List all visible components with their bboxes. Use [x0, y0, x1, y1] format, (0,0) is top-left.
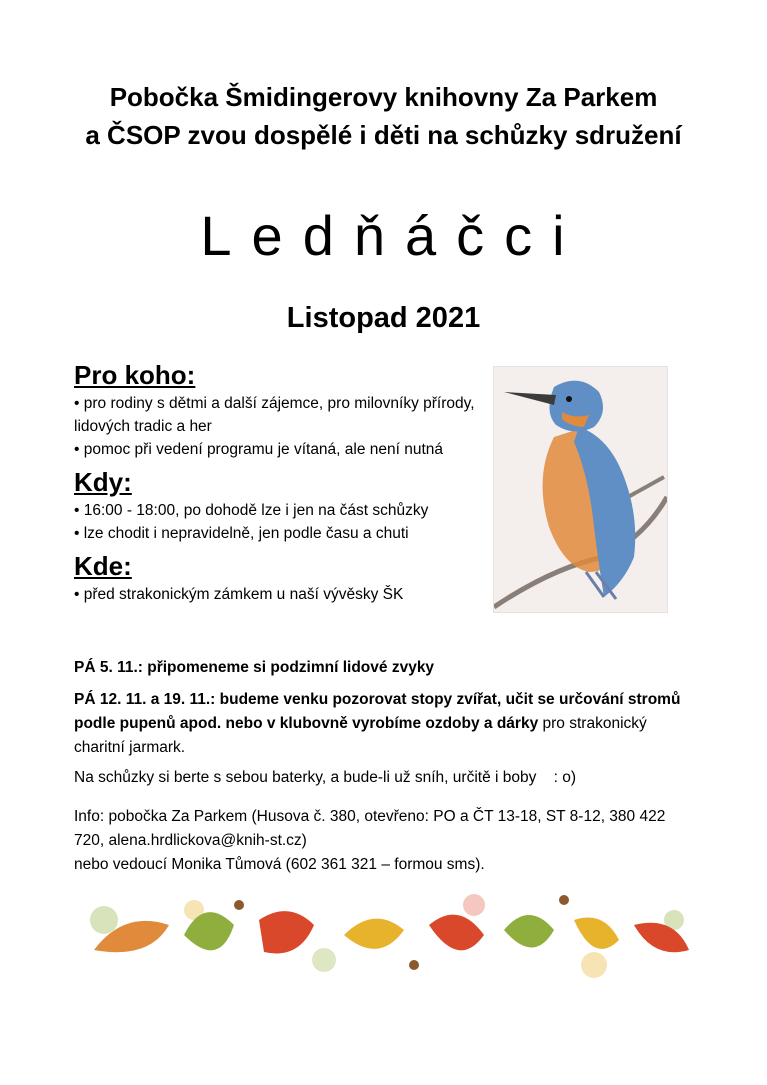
event-2-rest-text: pro strakonický charitní jarmark.	[74, 715, 647, 756]
section-heading-kdy: Kdy:	[74, 467, 132, 497]
event-2-bold-text: PÁ 12. 11. a 19. 11.: budeme venku pozorovat stopy zvířat, učit se určování stromů podle pupenů apod. nebo v klubovně vyrobíme ozdoby a dárky	[74, 691, 681, 732]
subtitle: Listopad 2021	[286, 302, 481, 334]
info-line-1: Info: pobočka Za Parkem (Husova č. 380, otevřeno: PO a ČT 13-18, ST 8-12, 380 422 720, alena.hrdlickova@knih-st.cz)	[74, 808, 666, 849]
event-1-text: PÁ 5. 11.: připomeneme si podzimní lidové zvyky	[74, 659, 435, 676]
note-text: Na schůzky si berte s sebou baterky, a bude-li už sníh, určitě i boby : o)	[74, 769, 576, 786]
main-title: Ledňáčci	[200, 204, 585, 267]
header-line-2: a ČSOP zvou dospělé i děti na schůzky sdružení	[85, 120, 682, 150]
kingfisher-illustration	[493, 366, 668, 613]
kingfisher-drawing	[494, 367, 667, 612]
event-2	[74, 688, 694, 760]
list-item: • pro rodiny s dětmi a další zájemce, pro milovníky přírody, lidových tradic a her	[74, 395, 475, 435]
header	[0, 78, 767, 154]
info-line-2: nebo vedoucí Monika Tůmová (602 361 321 – formou sms).	[74, 856, 485, 873]
section-heading-pro-koho: Pro koho:	[74, 360, 196, 390]
list-item: • před strakonickým zámkem u naší vývěsky ŠK	[74, 586, 404, 603]
leaves-drawing	[74, 880, 694, 990]
list-item: • lze chodit i nepravidelně, jen podle času a chuti	[74, 525, 409, 542]
list-item: • pomoc při vedení programu je vítaná, ale není nutná	[74, 441, 444, 458]
list-item: • 16:00 - 18:00, po dohodě lze i jen na část schůzky	[74, 502, 429, 519]
section-heading-kde: Kde:	[74, 551, 132, 581]
info-sections	[74, 358, 479, 606]
header-line-1: Pobočka Šmidingerovy knihovny Za Parkem	[109, 82, 658, 112]
autumn-leaves-decoration	[74, 880, 694, 990]
event-1	[74, 656, 694, 680]
info-block	[74, 805, 694, 877]
